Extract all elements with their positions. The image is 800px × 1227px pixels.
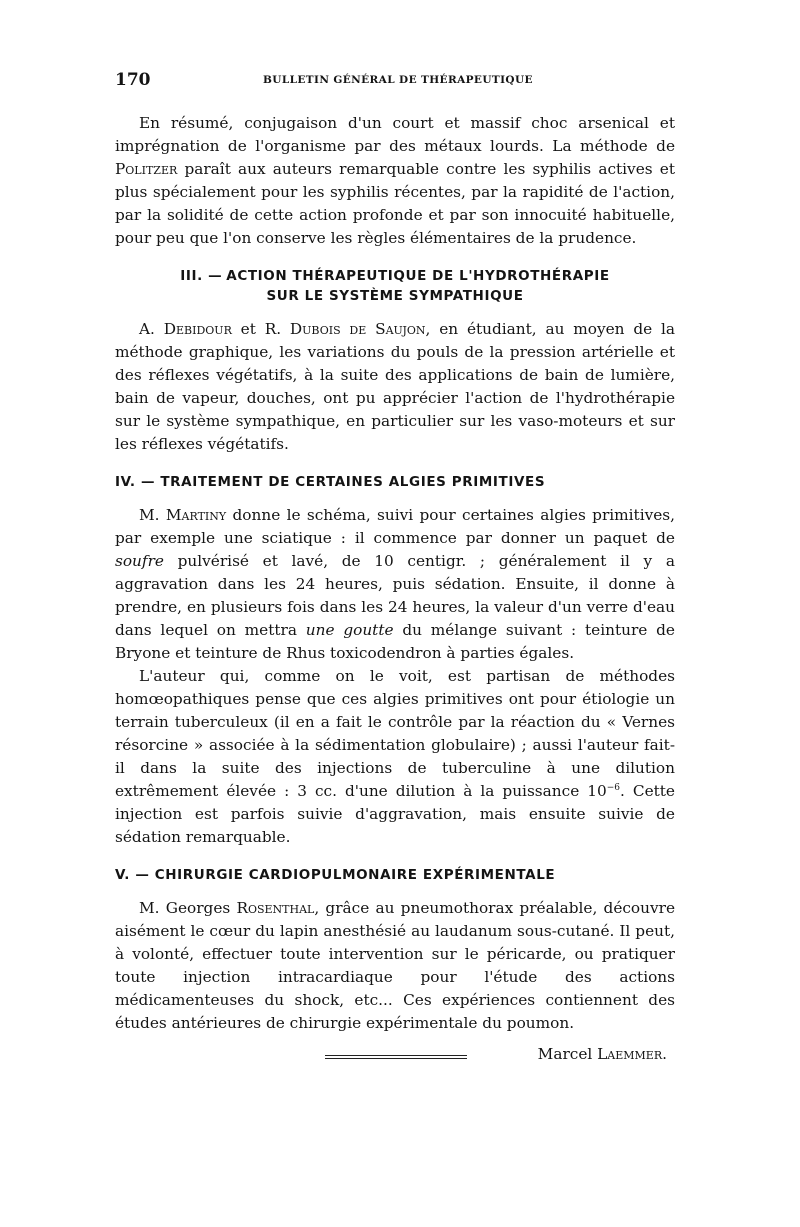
section-title-line: ACTION THÉRAPEUTIQUE DE L'HYDROTHÉRAPIE [226,268,610,284]
text-run: A. [139,320,164,338]
text-run: En résumé, conjugaison d'un court et massif choc arsenical et imprégnation de l'organisme par des métaux lourds. La méthode de [115,114,675,155]
author-name: Dubois de Saujon [289,320,426,338]
text-run: du mélange suivant : teinture de Bryone et teinture de Rhus toxicodendron à parties égales. [115,621,675,662]
text-run: et R. [231,320,290,338]
section3-paragraph [115,318,675,456]
section-number: IV. — [115,474,156,490]
text-run: , grâce au pneumothorax préalable, découvre aisément le cœur du lapin anesthésié au laudanum sous-cutané. Il peut, à volonté, effectuer toute intervention sur le péricarde, ou pratiquer toute injection intracardiaque pour l'étude des actions médicamenteuses du shock, etc... Ces expériences contiennent des études antérieures de chirurgie expérimentale du poumon. [115,899,676,1032]
section-heading-3 [115,266,675,306]
text-run: . Cette injection est parfois suivie d'aggravation, mais ensuite suivie de sédation remarquable. [115,782,675,846]
page-number: 170 [115,70,151,90]
text-run: L'auteur qui, comme on le voit, est partisan de méthodes homœopathiques pense que ces algies primitives ont pour étiologie un terrain tuberculeux (il en a fait le contrôle par la réaction du « Vernes résorcine » associée à la sédimentation globulaire) ; aussi l'auteur fait-il dans la suite des injections de tuberculine à une dilution extrêmement élevée : 3 cc. d'une dilution à la puissance 10 [115,667,675,800]
author-name: Rosenthal [236,899,315,917]
section-number: III. — [180,268,223,284]
journal-title: BULLETIN GÉNÉRAL DE THÉRAPEUTIQUE [263,74,533,86]
section-heading-4 [115,472,675,492]
text-run: , en étudiant, au moyen de la méthode graphique, les variations du pouls de la pression artérielle et des réflexes végétatifs, à la suite des applications de bain de lumière, bain de vapeur, douches, ont pu apprécier l'action de l'hydrothérapie sur le système sympathique, en particulier sur les vaso-moteurs et sur les réflexes végétatifs. [115,320,676,453]
exponent: −6 [606,782,620,793]
text-run: pulvérisé et lavé, de 10 centigr. ; généralement il y a aggravation dans les 24 heures, puis sédation. Ensuite, il donne à prendre, en plusieurs fois dans les 24 heures, la valeur d'un verre d'eau dans lequel on mettra [115,552,675,639]
italic-term: une goutte [305,621,394,639]
rule-line [325,1058,467,1059]
signature-first-name: Marcel [537,1045,598,1063]
section-title: TRAITEMENT DE CERTAINES ALGIES PRIMITIVES [160,474,546,490]
rule-line [325,1055,467,1056]
section-number: V. — [115,867,150,883]
author-name: Debidour [163,320,232,338]
section4-paragraph-2 [115,665,675,849]
section-title-line: SUR LE SYSTÈME SYMPATHIQUE [266,288,524,304]
italic-term: soufre [115,552,164,570]
author-name: Martiny [165,506,227,524]
signature-last-name: Laemmer [597,1045,663,1063]
text-run: M. [139,506,166,524]
page-body [115,70,675,1063]
section4-paragraph-1 [115,504,675,665]
intro-paragraph [115,112,675,250]
author-name: Politzer [115,160,178,178]
section-title: CHIRURGIE CARDIOPULMONAIRE EXPÉRIMENTALE [154,867,556,883]
running-head [115,70,675,96]
section5-paragraph [115,897,675,1035]
text-run: M. Georges [139,899,237,917]
section-heading-5 [115,865,675,885]
text-run: paraît aux auteurs remarquable contre les syphilis actives et plus spécialement pour les syphilis récentes, par la rapidité de l'action, par la solidité de cette action profonde et par son innocuité habituelle, pour peu que l'on conserve les règles élémentaires de la prudence. [115,160,675,247]
signature-period: . [662,1045,667,1063]
text-run: donne le schéma, suivi pour certaines algies primitives, par exemple une sciatique : il commence par donner un paquet de [115,506,675,547]
end-rule [325,1055,467,1061]
